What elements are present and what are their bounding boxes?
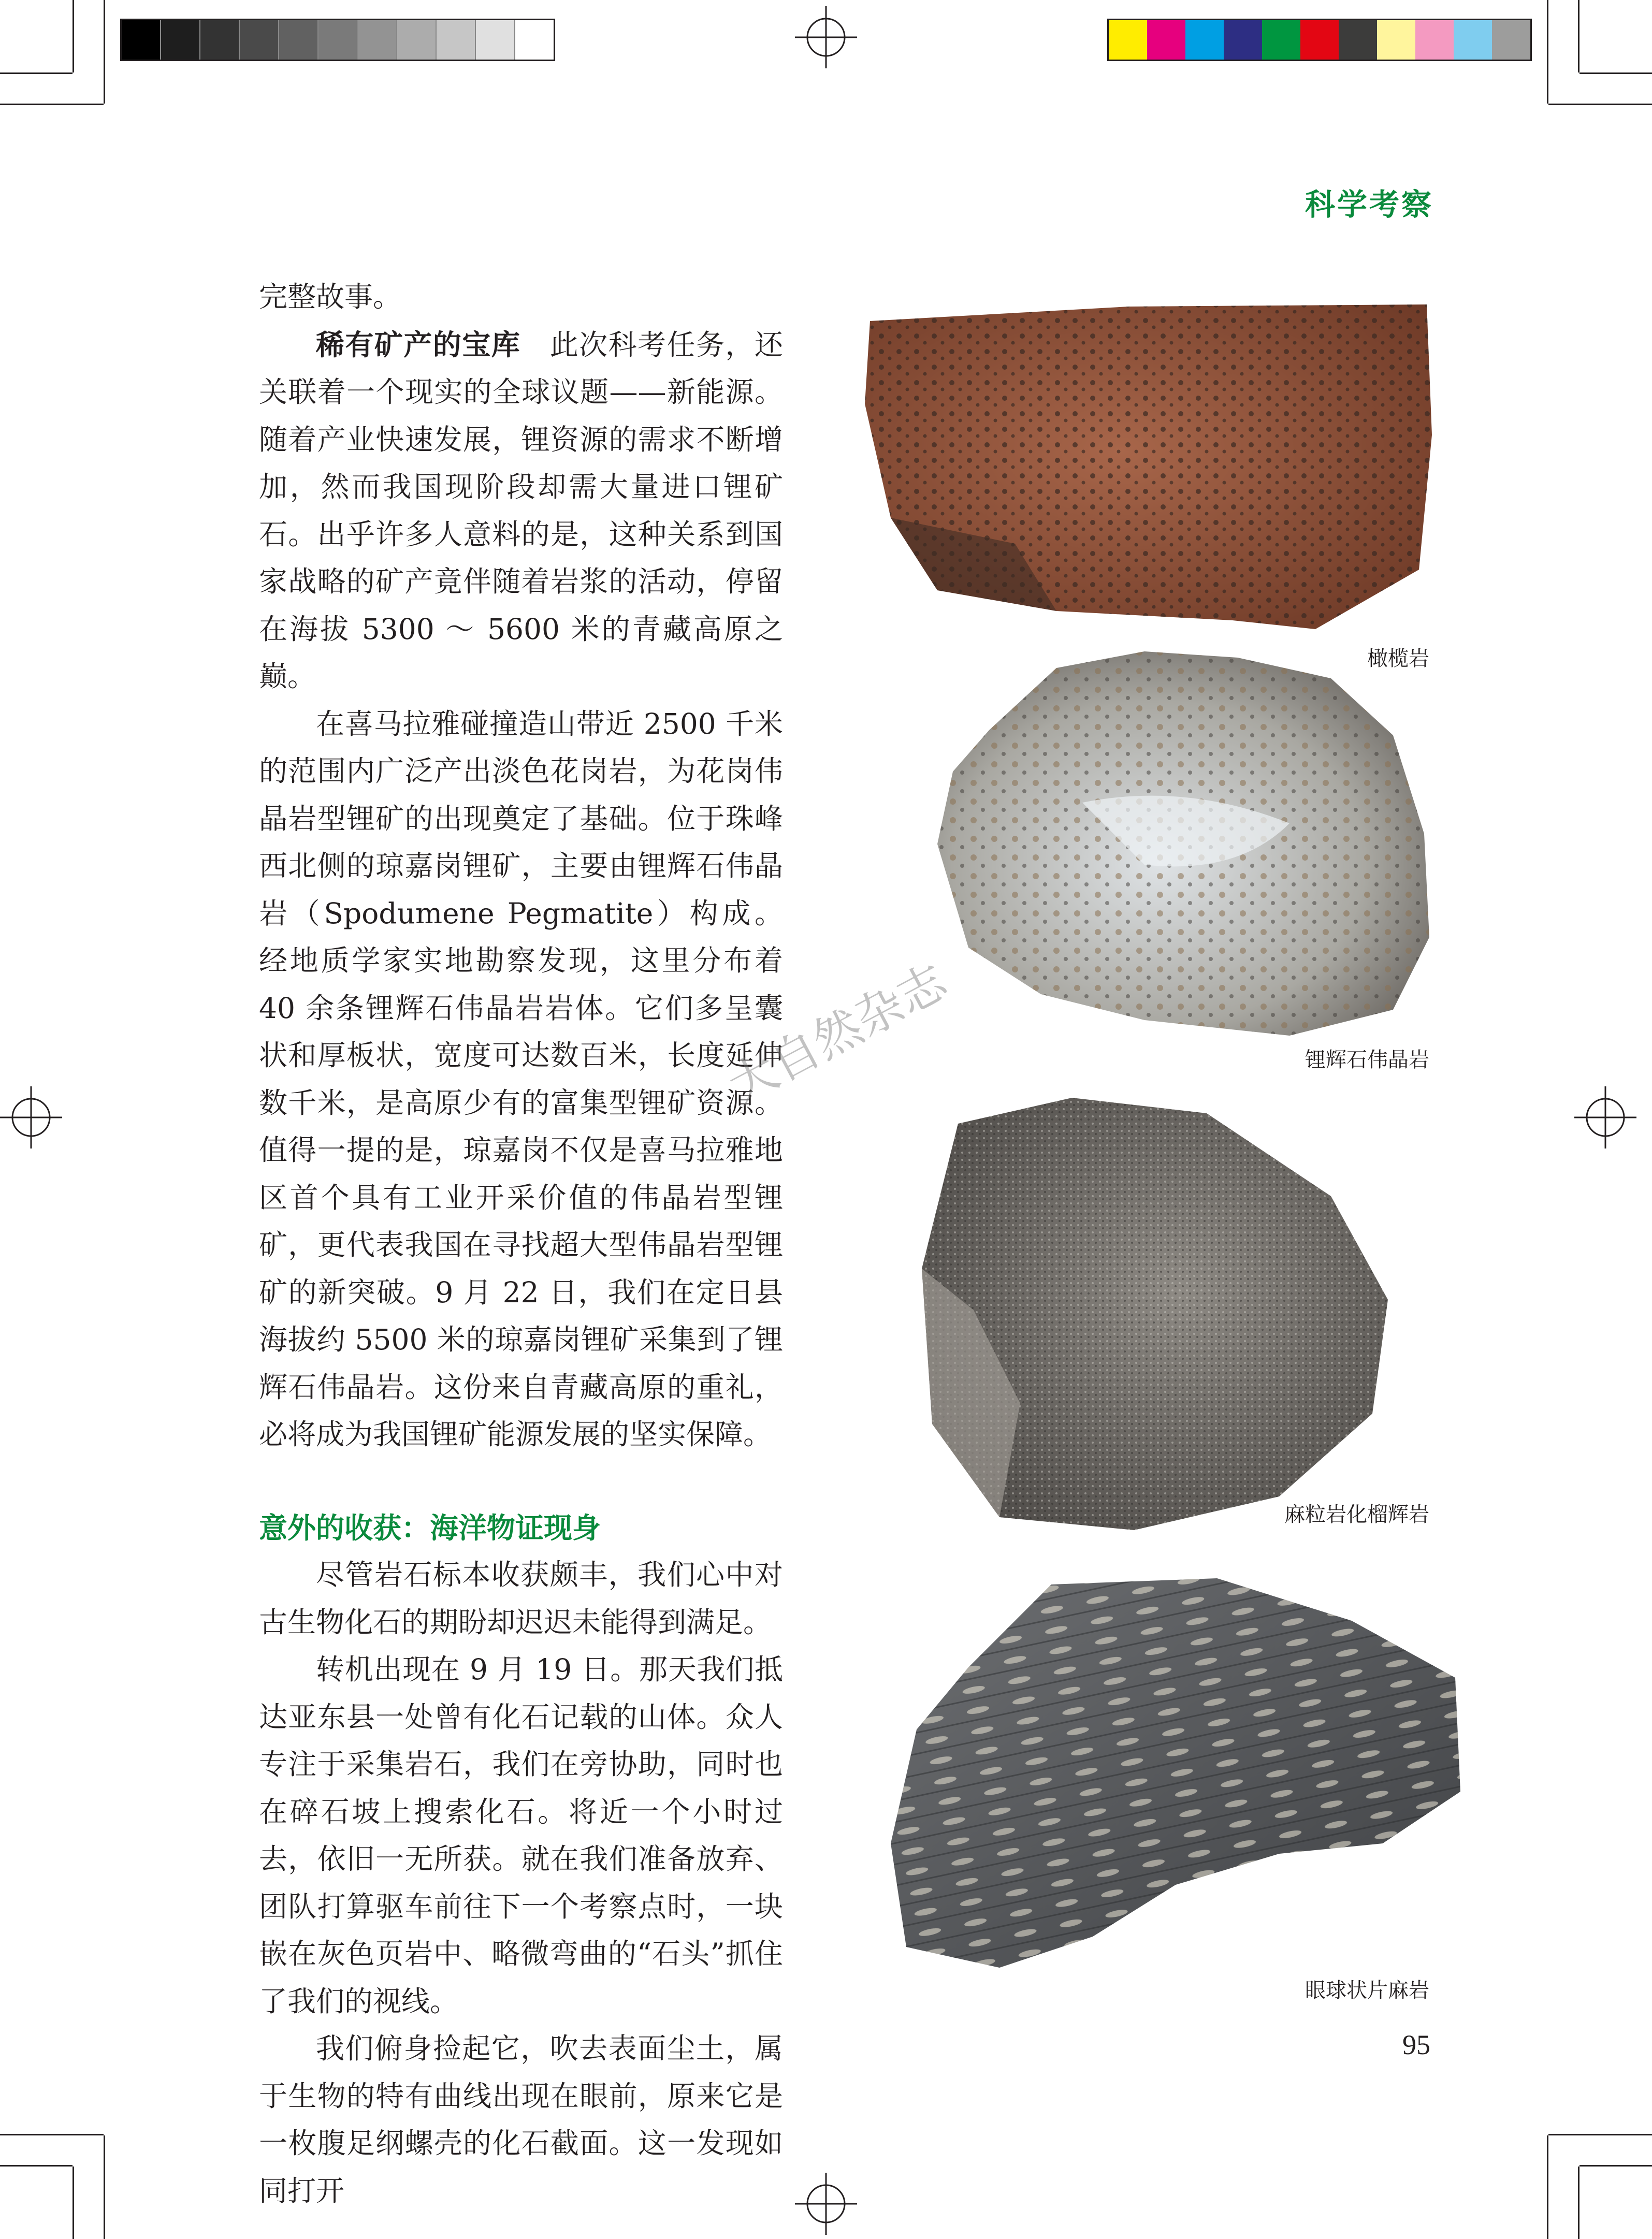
section-tag: 科学考察 bbox=[1305, 187, 1433, 222]
crop-mark bbox=[0, 2134, 104, 2135]
registration-mark bbox=[795, 6, 857, 68]
paragraph: 完整故事。 bbox=[259, 280, 402, 313]
crop-mark bbox=[0, 2165, 73, 2167]
crop-mark bbox=[73, 0, 74, 72]
grayscale-calibration-bar bbox=[120, 19, 555, 61]
paragraph bbox=[259, 321, 783, 701]
rock-photo-granulitized-eclogite bbox=[917, 1093, 1393, 1533]
page-number: 95 bbox=[1402, 2029, 1430, 2060]
crop-mark bbox=[1579, 72, 1652, 74]
crop-mark bbox=[104, 0, 105, 104]
crop-mark bbox=[0, 72, 73, 74]
crop-mark bbox=[104, 2135, 105, 2239]
crop-mark bbox=[73, 2167, 74, 2239]
figure-caption: 眼球状片麻岩 bbox=[1305, 1979, 1429, 2002]
registration-mark bbox=[1574, 1086, 1636, 1148]
crop-mark bbox=[1578, 2167, 1579, 2239]
crop-mark bbox=[1578, 0, 1579, 72]
rock-photo-peridotite bbox=[860, 300, 1434, 632]
crop-mark bbox=[1548, 104, 1652, 105]
rock-photo-spodumene-pegmatite bbox=[927, 647, 1434, 1041]
paragraph: 尽管岩石标本收获颇丰，我们心中对古生物化石的期盼却迟迟未能得到满足。 bbox=[259, 1558, 783, 1639]
crop-mark bbox=[1547, 0, 1548, 104]
paragraph-lead: 稀有矿产的宝库 bbox=[316, 327, 521, 361]
paragraph: 转机出现在 9 月 19 日。那天我们抵达亚东县一处曾有化石记载的山体。众人专注于采集岩石，我们在旁协助，同时也在碎石坡上搜索化石。将近一个小时过去，依旧一无所获。就在我们准备放弃、团队打算驱车前往下一个考察点时，一块嵌在灰色页岩中、略微弯曲的“石头”抓住了我们的视线。 bbox=[259, 1653, 783, 2018]
subheading: 意外的收获：海洋物证现身 bbox=[259, 1510, 601, 1545]
registration-mark bbox=[795, 2173, 857, 2235]
paragraph: 我们俯身捡起它，吹去表面尘土，属于生物的特有曲线出现在眼前，原来它是一枚腹足纲螺壳的化石截面。这一发现如同打开 bbox=[259, 2032, 783, 2207]
crop-mark bbox=[1579, 2165, 1652, 2167]
paragraph-body: 此次科考任务，还关联着一个现实的全球议题——新能源。随着产业快速发展，锂资源的需求不断增加，然而我国现阶段却需大量进口锂矿石。出乎许多人意料的是，这种关系到国家战略的矿产竟伴随着岩浆的活动，停留在海拔 5300 ～ 5600 米的青藏高原之巅。 bbox=[259, 328, 783, 693]
article-body bbox=[259, 273, 783, 2215]
crop-mark bbox=[1548, 2134, 1652, 2135]
paragraph: 在喜马拉雅碰撞造山带近 2500 千米的范围内广泛产出淡色花岗岩，为花岗伟晶岩型锂矿的出现奠定了基础。位于珠峰西北侧的琼嘉岗锂矿，主要由锂辉石伟晶岩（Spodumene Pegmatite）构成。经地质学家实地勘察发现，这里分布着 40 余条锂辉石伟晶岩岩体。它们多呈囊状和厚板状，宽度可达数百米，长度延伸数千米，是高原少有的富集型锂矿资源。值得一提的是，琼嘉岗不仅是喜马拉雅地区首个具有工业开采价值的伟晶岩型锂矿，更代表我国在寻找超大型伟晶岩型锂矿的新突破。9 月 22 日，我们在定日县海拔约 5500 米的琼嘉岗锂矿采集到了锂辉石伟晶岩。这份来自青藏高原的重礼，必将成为我国锂矿能源发展的坚实保障。 bbox=[259, 707, 783, 1451]
figure-caption: 橄榄岩 bbox=[1367, 647, 1429, 671]
registration-mark bbox=[0, 1086, 62, 1148]
figure-caption: 锂辉石伟晶岩 bbox=[1305, 1048, 1429, 1072]
crop-mark bbox=[0, 104, 104, 105]
rock-photo-augen-gneiss bbox=[886, 1574, 1460, 1968]
watermark: 大自然杂志 bbox=[719, 953, 956, 1115]
color-calibration-bar bbox=[1107, 19, 1532, 61]
figure-caption: 麻粒岩化榴辉岩 bbox=[1284, 1503, 1429, 1526]
crop-mark bbox=[1547, 2135, 1548, 2239]
